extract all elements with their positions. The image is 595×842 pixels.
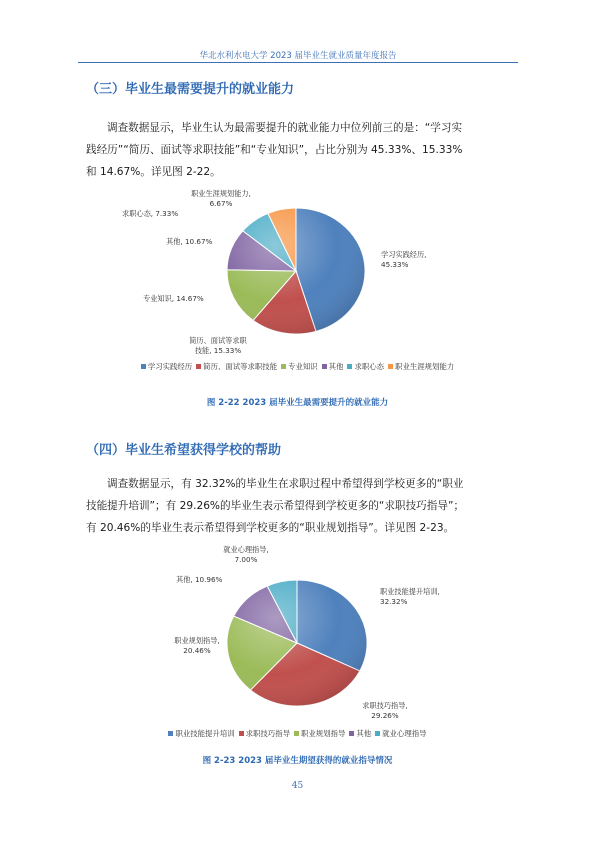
pie-data-label: 简历、面试等求职技能, 15.33% <box>189 336 247 355</box>
legend-swatch <box>388 364 393 369</box>
pie-highlight <box>227 208 365 334</box>
legend-swatch <box>294 731 299 736</box>
pie-data-label: 其他, 10.96% <box>176 575 223 584</box>
pie-data-label: 学习实践经历, 45.33% <box>381 250 427 269</box>
section-title-3: （三）毕业生最需要提升的就业能力 <box>86 82 295 97</box>
pie-data-label: 求职心态, 7.33% <box>122 209 179 218</box>
pie-chart-0 <box>122 189 426 355</box>
legend-label: 职业规划指导 <box>300 729 346 738</box>
paragraph-line: 践经历”“简历、面试等求职技能”和“专业知识”，占比分别为 45.33%、15.33% <box>86 144 463 156</box>
pie-data-label: 职业生涯规划能力, 6.67% <box>191 189 251 208</box>
legend-swatch <box>322 364 327 369</box>
legend-item <box>388 361 454 372</box>
pie-data-label: 求职技巧指导, 29.26% <box>362 701 408 720</box>
pie-chart-1 <box>174 545 440 720</box>
pie-data-label: 其他, 10.67% <box>166 237 213 246</box>
legend-item <box>294 728 345 739</box>
figure-caption-2-22: 图 2-22 2023 届毕业生最需要提升的就业能力 <box>206 398 389 408</box>
chart-legend-2-23 <box>0 728 595 739</box>
figure-caption-2-23: 图 2-23 2023 届毕业生期望获得的就业指导情况 <box>202 756 393 766</box>
legend-swatch <box>168 731 173 736</box>
legend-swatch <box>141 364 146 369</box>
legend-item <box>168 728 234 739</box>
legend-label: 求职心态 <box>354 362 385 371</box>
legend-item <box>322 361 344 372</box>
chart-legend-2-22 <box>0 361 595 372</box>
legend-label: 求职技巧指导 <box>245 729 290 738</box>
legend-swatch <box>375 731 380 736</box>
legend-item <box>239 728 290 739</box>
paragraph-line: 和 14.67%。详见图 2-22。 <box>86 166 221 178</box>
legend-label: 就业心理指导 <box>382 729 427 738</box>
page-number: 45 <box>291 781 304 791</box>
pie-data-label: 职业规划指导, 20.46% <box>174 636 220 655</box>
paragraph-line: 技能提升培训”；有 29.26%的毕业生表示希望得到学校更多的“求职技巧指导”； <box>86 500 465 512</box>
legend-item <box>196 361 277 372</box>
legend-swatch <box>349 731 354 736</box>
pie-data-label: 专业知识, 14.67% <box>143 294 204 303</box>
legend-label: 职业技能提升培训 <box>175 729 235 738</box>
legend-label: 职业生涯规划能力 <box>395 362 455 371</box>
legend-label: 其他 <box>356 729 372 738</box>
pie-data-label: 就业心理指导, 7.00% <box>223 545 269 564</box>
legend-swatch <box>281 364 286 369</box>
paragraph-line: 有 20.46%的毕业生表示希望得到学校更多的“职业规划指导”。详见图 2-23。 <box>86 522 455 534</box>
section-4-paragraph <box>86 473 518 539</box>
paragraph-line: 调查数据显示，毕业生认为最需要提升的就业能力中位列前三的是：“学习实 <box>107 122 463 134</box>
section-title-4: （四）毕业生希望获得学校的帮助 <box>86 443 282 458</box>
legend-item <box>281 361 318 372</box>
legend-swatch <box>347 364 352 369</box>
report-header: 华北水利水电大学 2023 届毕业生就业质量年度报告 <box>199 51 397 61</box>
legend-item <box>347 361 384 372</box>
legend-swatch <box>239 731 244 736</box>
paragraph-line: 调查数据显示，有 32.32%的毕业生在求职过程中希望得到学校更多的“职业 <box>107 478 464 490</box>
pie-highlight <box>227 580 367 706</box>
legend-label: 专业知识 <box>288 362 318 371</box>
legend-label: 学习实践经历 <box>147 362 193 371</box>
legend-label: 其他 <box>328 362 344 371</box>
legend-item <box>349 728 371 739</box>
pie-data-label: 职业技能提升培训, 32.32% <box>380 587 440 606</box>
legend-swatch <box>196 364 201 369</box>
legend-item <box>141 361 192 372</box>
legend-label: 简历、面试等求职技能 <box>203 362 278 371</box>
legend-item <box>375 728 426 739</box>
